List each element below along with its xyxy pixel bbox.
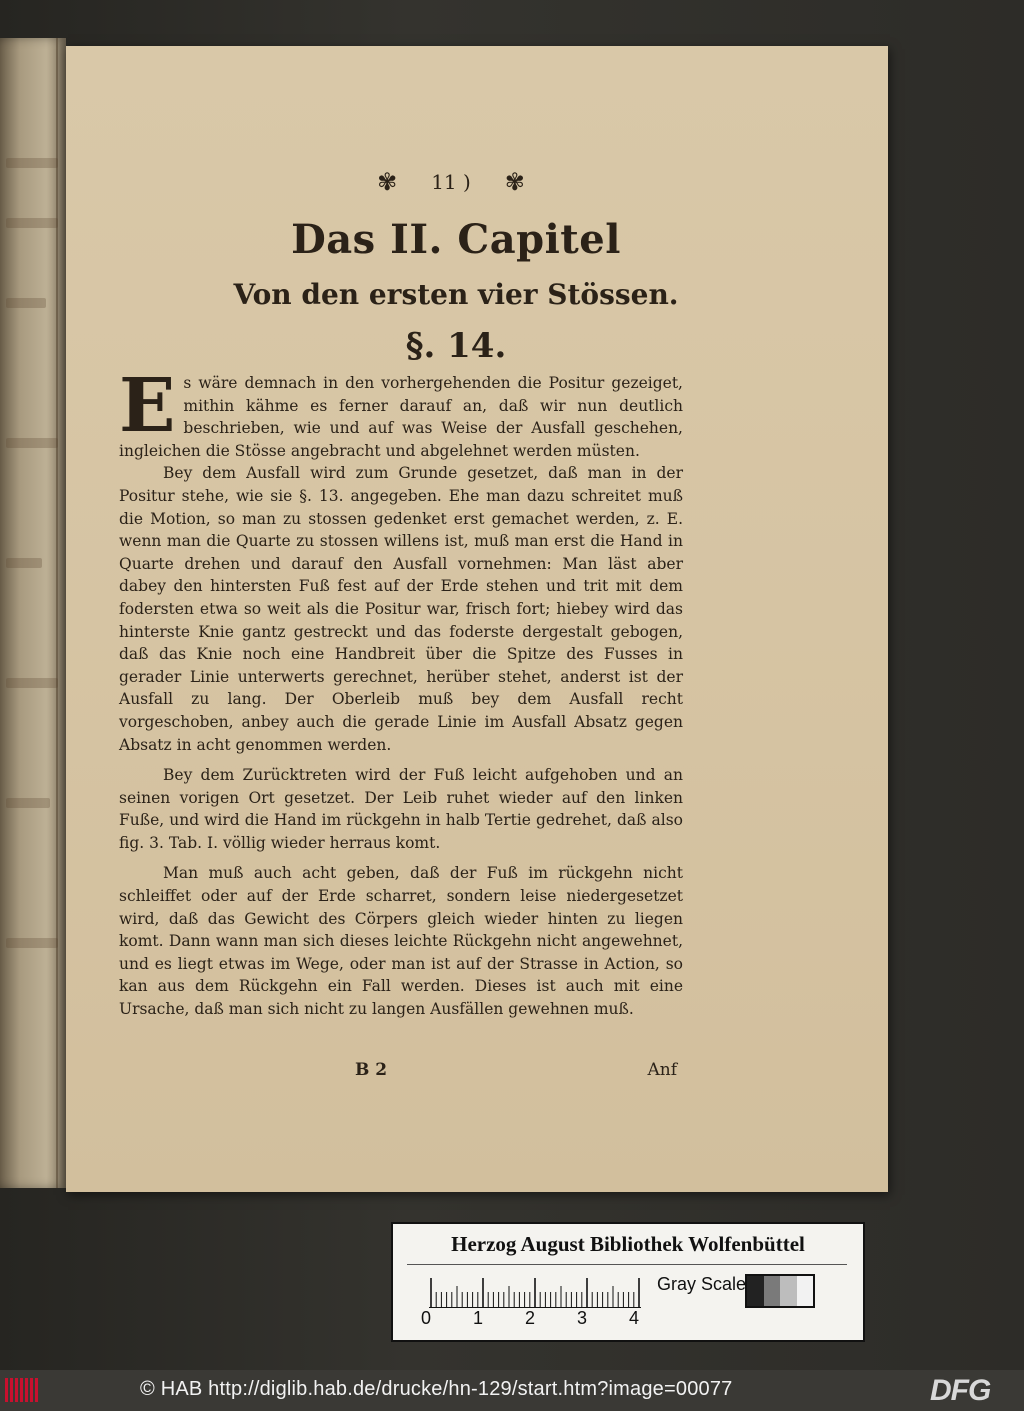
- swatch: [747, 1276, 764, 1306]
- library-name: Herzog August Bibliothek Wolfenbüttel: [451, 1232, 805, 1256]
- ruler-scale-icon: [429, 1278, 641, 1308]
- viewer-footer-bar: [0, 1370, 1024, 1411]
- running-header: [316, 164, 586, 200]
- signature-mark: B 2: [355, 1060, 388, 1080]
- drop-cap: E: [119, 363, 176, 449]
- library-color-card: [391, 1222, 865, 1342]
- book-page: [66, 46, 888, 1192]
- swatch: [764, 1276, 781, 1306]
- ruler-number: 3: [577, 1308, 588, 1328]
- ruler-number: 1: [473, 1308, 484, 1328]
- swatch: [780, 1276, 797, 1306]
- page-footer: [119, 1060, 683, 1088]
- chapter-subtitle: Von den ersten vier Stössen.: [233, 278, 679, 311]
- ruler-number: 4: [629, 1308, 640, 1328]
- paragraph: Bey dem Ausfall wird zum Grunde gesetzet, daß man in der Positur stehe, wie sie §. 13. angegeben. Ehe man dazu schreitet muß die Motion, so man zu stossen gedenket erst gemachet werden, z. E. wenn man die Quarte zu stossen willens ist, muß man erst die Hand in Quarte drehen und darauf den Ausfall vornehmen: Man läst aber dabey den hintersten Fuß fest auf der Erde stehen und trit mit dem fodersten etwa so weit als die Positur war, frisch fort; hiebey wird das hinterste Knie gantz gestreckt und das foderste dergestalt gebogen, daß das Knie noch eine Handbreit über die Spitze des Fusses in gerader Linie unterwerts gerechnet, herüber stehet, anderst ist der Ausfall zu lang. Der Oberleib muß bey dem Ausfall recht vorgeschoben, anbey auch die gerade Linie im Ausfall Absatz gegen Absatz in acht genommen werden.: [119, 464, 683, 754]
- facing-page-edge: [0, 38, 66, 1188]
- ornament-left-icon: ✾: [377, 168, 398, 196]
- gray-scale-label: Gray Scale: [657, 1274, 747, 1294]
- section-mark: §. 14.: [405, 326, 507, 366]
- ruler-number: 0: [421, 1308, 432, 1328]
- paragraph: Bey dem Zurücktreten wird der Fuß leicht aufgehoben und an seinen vorigen Ort gesetzet. Der Leib ruhet wieder auf den linken Fuße, und wird die Hand im rückgehn in halb Tertie gedrehet, daß also fig. 3. Tab. I. völlig wieder herraus komt.: [119, 766, 683, 852]
- chapter-title: Das II. Capitel: [291, 216, 621, 263]
- ruler-number: 2: [525, 1308, 536, 1328]
- swatch: [797, 1276, 814, 1306]
- copyright-link[interactable]: © HAB http://diglib.hab.de/drucke/hn-129/start.htm?image=00077: [140, 1378, 733, 1400]
- ornament-right-icon: ✾: [504, 168, 525, 196]
- body-text: [119, 363, 683, 1021]
- film-strip-icon: [4, 1376, 40, 1404]
- catchword: Anf: [647, 1060, 677, 1080]
- dfg-logo[interactable]: DFG: [930, 1374, 991, 1407]
- page-number: 11 ): [431, 170, 471, 194]
- ruler-labels: [421, 1308, 671, 1330]
- gray-scale-swatches: [745, 1274, 815, 1308]
- paragraph: Es wäre demnach in den vorhergehenden die Positur gezeiget, mithin kähme es ferner darauf an, daß wir nun deutlich beschrieben, wie und auf was Weise der Ausfall geschehen, ingleichen die Stösse angebracht und abgelehnet werden müsten.: [119, 363, 683, 460]
- paragraph: Man muß auch acht geben, daß der Fuß im rückgehn nicht schleiffet oder auf der Erde scharret, sondern leise niedergesetzet wird, daß das Gewicht des Cörpers gleich wieder hinten zu liegen komt. Dann wann man sich dieses leichte Rückgehn nicht angewehnet, und es liegt etwas im Wege, oder man ist auf der Strasse in Action, so kan aus dem Rückgehn ein Fall werden. Dieses ist auch mit eine Ursache, daß man sich nicht zu langen Ausfällen gewehnen muß.: [119, 864, 683, 1019]
